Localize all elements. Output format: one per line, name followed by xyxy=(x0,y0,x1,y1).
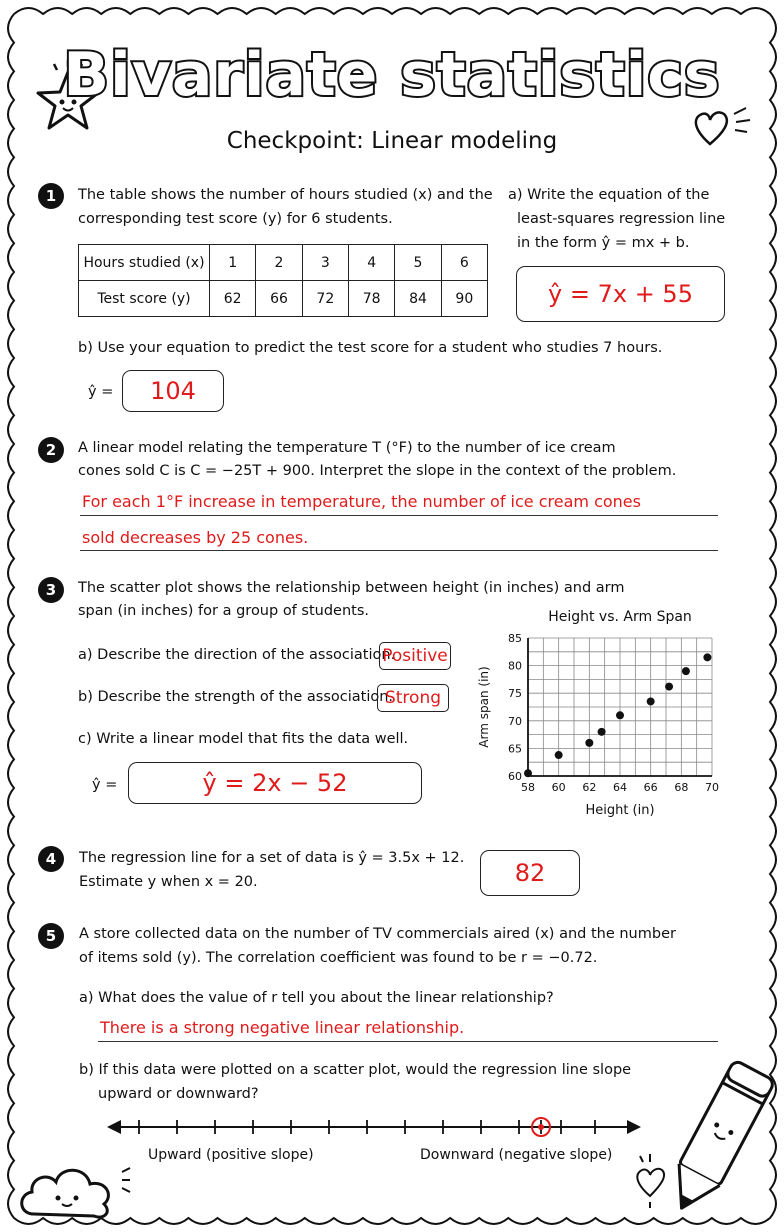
x-tick-label: 66 xyxy=(643,781,658,794)
x-axis-label: Height (in) xyxy=(585,803,655,818)
table-row xyxy=(79,281,488,317)
x-tick-label: 62 xyxy=(582,781,597,794)
q5-prompt-line1: A store collected data on the number of TV commercials aired (x) and the number xyxy=(79,926,676,942)
y-tick-label: 60 xyxy=(508,770,522,783)
q2-answer-line1: For each 1°F increase in temperature, the number of ice cream cones xyxy=(82,492,641,511)
data-point xyxy=(598,728,606,736)
q2-answer-line2: sold decreases by 25 cones. xyxy=(82,528,309,547)
question-number-5: 5 xyxy=(38,923,64,949)
cloud-doodle-icon xyxy=(14,1150,134,1225)
table-cell: 78 xyxy=(348,281,394,317)
data-point xyxy=(682,667,690,675)
answer-underline xyxy=(80,550,718,551)
q3-prompt-line1: The scatter plot shows the relationship between height (in inches) and arm xyxy=(78,580,625,596)
question-number-2: 2 xyxy=(38,437,64,463)
q2-prompt-line1: A linear model relating the temperature T (°F) to the number of ice cream xyxy=(78,440,616,456)
data-point xyxy=(585,739,593,747)
x-tick-label: 64 xyxy=(613,781,627,794)
q2-prompt-line2: cones sold C is C = −25T + 900. Interpret the slope in the context of the problem. xyxy=(78,463,677,479)
q3c-prompt: c) Write a linear model that fits the data well. xyxy=(78,731,409,747)
q3-prompt-line2: span (in inches) for a group of students. xyxy=(78,603,369,619)
q1a-prompt-line1: a) Write the equation of the xyxy=(508,187,710,203)
table-cell: 1 xyxy=(210,245,256,281)
q5-prompt-line2: of items sold (y). The correlation coefficient was found to be r = −0.72. xyxy=(79,950,598,966)
data-point xyxy=(555,751,563,759)
question-number-1: 1 xyxy=(38,183,64,209)
q1b-answer-box[interactable]: 104 xyxy=(122,370,224,412)
table-cell: 6 xyxy=(441,245,487,281)
q3c-label: ŷ = xyxy=(92,777,118,793)
data-point xyxy=(703,653,711,661)
x-tick-label: 58 xyxy=(521,781,535,794)
pencil-doodle-icon xyxy=(664,1052,776,1224)
x-tick-label: 60 xyxy=(551,781,566,794)
q3a-answer-box[interactable]: Positive xyxy=(379,642,451,670)
y-tick-label: 70 xyxy=(508,714,522,728)
question-number-3: 3 xyxy=(38,577,64,603)
q4-prompt-line2: Estimate y when x = 20. xyxy=(79,874,258,890)
page-title: Bivariate statistics xyxy=(63,40,721,110)
table-cell: 4 xyxy=(348,245,394,281)
table-cell: 90 xyxy=(441,281,487,317)
y-tick-label: 75 xyxy=(508,687,522,701)
q1-prompt-line1: The table shows the number of hours studied (x) and the xyxy=(78,187,493,203)
x-tick-label: 68 xyxy=(674,781,689,794)
q3b-prompt: b) Describe the strength of the association. xyxy=(78,689,394,705)
q5a-answer: There is a strong negative linear relationship. xyxy=(100,1018,465,1037)
choice-upward-label[interactable]: Upward (positive slope) xyxy=(148,1147,314,1163)
scatter-plot xyxy=(470,600,730,845)
table-cell: 72 xyxy=(302,281,348,317)
table-cell: 2 xyxy=(256,245,302,281)
q1a-prompt-line3: in the form ŷ = mx + b. xyxy=(517,235,690,251)
table-cell: 62 xyxy=(210,281,256,317)
answer-underline xyxy=(80,515,718,516)
q1-data-table xyxy=(78,244,488,317)
q1a-prompt-line2: least-squares regression line xyxy=(517,211,726,227)
q1-prompt-line2: corresponding test score (y) for 6 students. xyxy=(78,211,393,227)
q5b-prompt-line2: upward or downward? xyxy=(98,1086,259,1102)
table-header-cell: Test score (y) xyxy=(79,281,210,317)
y-tick-label: 85 xyxy=(508,632,522,645)
table-cell: 5 xyxy=(395,245,441,281)
y-axis-label: Arm span (in) xyxy=(477,666,491,748)
q4-prompt-line1: The regression line for a set of data is ŷ = 3.5x + 12. xyxy=(79,850,465,866)
table-row xyxy=(79,245,488,281)
choice-downward-label[interactable]: Downward (negative slope) xyxy=(420,1147,613,1163)
question-number-4: 4 xyxy=(38,846,64,872)
x-tick-label: 70 xyxy=(705,781,719,794)
data-point xyxy=(647,697,655,705)
data-point xyxy=(665,683,673,691)
table-cell: 3 xyxy=(302,245,348,281)
number-line xyxy=(105,1110,645,1144)
q5b-prompt-line1: b) If this data were plotted on a scatter plot, would the regression line slope xyxy=(79,1062,632,1078)
table-cell: 66 xyxy=(256,281,302,317)
chart-title: Height vs. Arm Span xyxy=(548,609,692,625)
data-point xyxy=(524,769,532,777)
q5a-prompt: a) What does the value of r tell you about the linear relationship? xyxy=(79,990,554,1006)
q3b-answer-box[interactable]: Strong xyxy=(377,684,449,712)
q4-answer-box[interactable]: 82 xyxy=(480,850,580,896)
y-tick-label: 80 xyxy=(508,659,522,673)
q3c-answer-box[interactable]: ŷ = 2x − 52 xyxy=(128,762,422,804)
answer-underline xyxy=(98,1041,718,1042)
q3a-prompt: a) Describe the direction of the association. xyxy=(78,647,396,663)
y-tick-label: 65 xyxy=(508,742,522,756)
q1a-answer-box[interactable]: ŷ = 7x + 55 xyxy=(516,266,725,322)
q1b-prompt: b) Use your equation to predict the test score for a student who studies 7 hours. xyxy=(78,340,663,356)
data-point xyxy=(616,711,624,719)
table-header-cell: Hours studied (x) xyxy=(79,245,210,281)
table-cell: 84 xyxy=(395,281,441,317)
page-subtitle: Checkpoint: Linear modeling xyxy=(226,128,558,154)
q1b-label: ŷ = xyxy=(88,384,114,400)
